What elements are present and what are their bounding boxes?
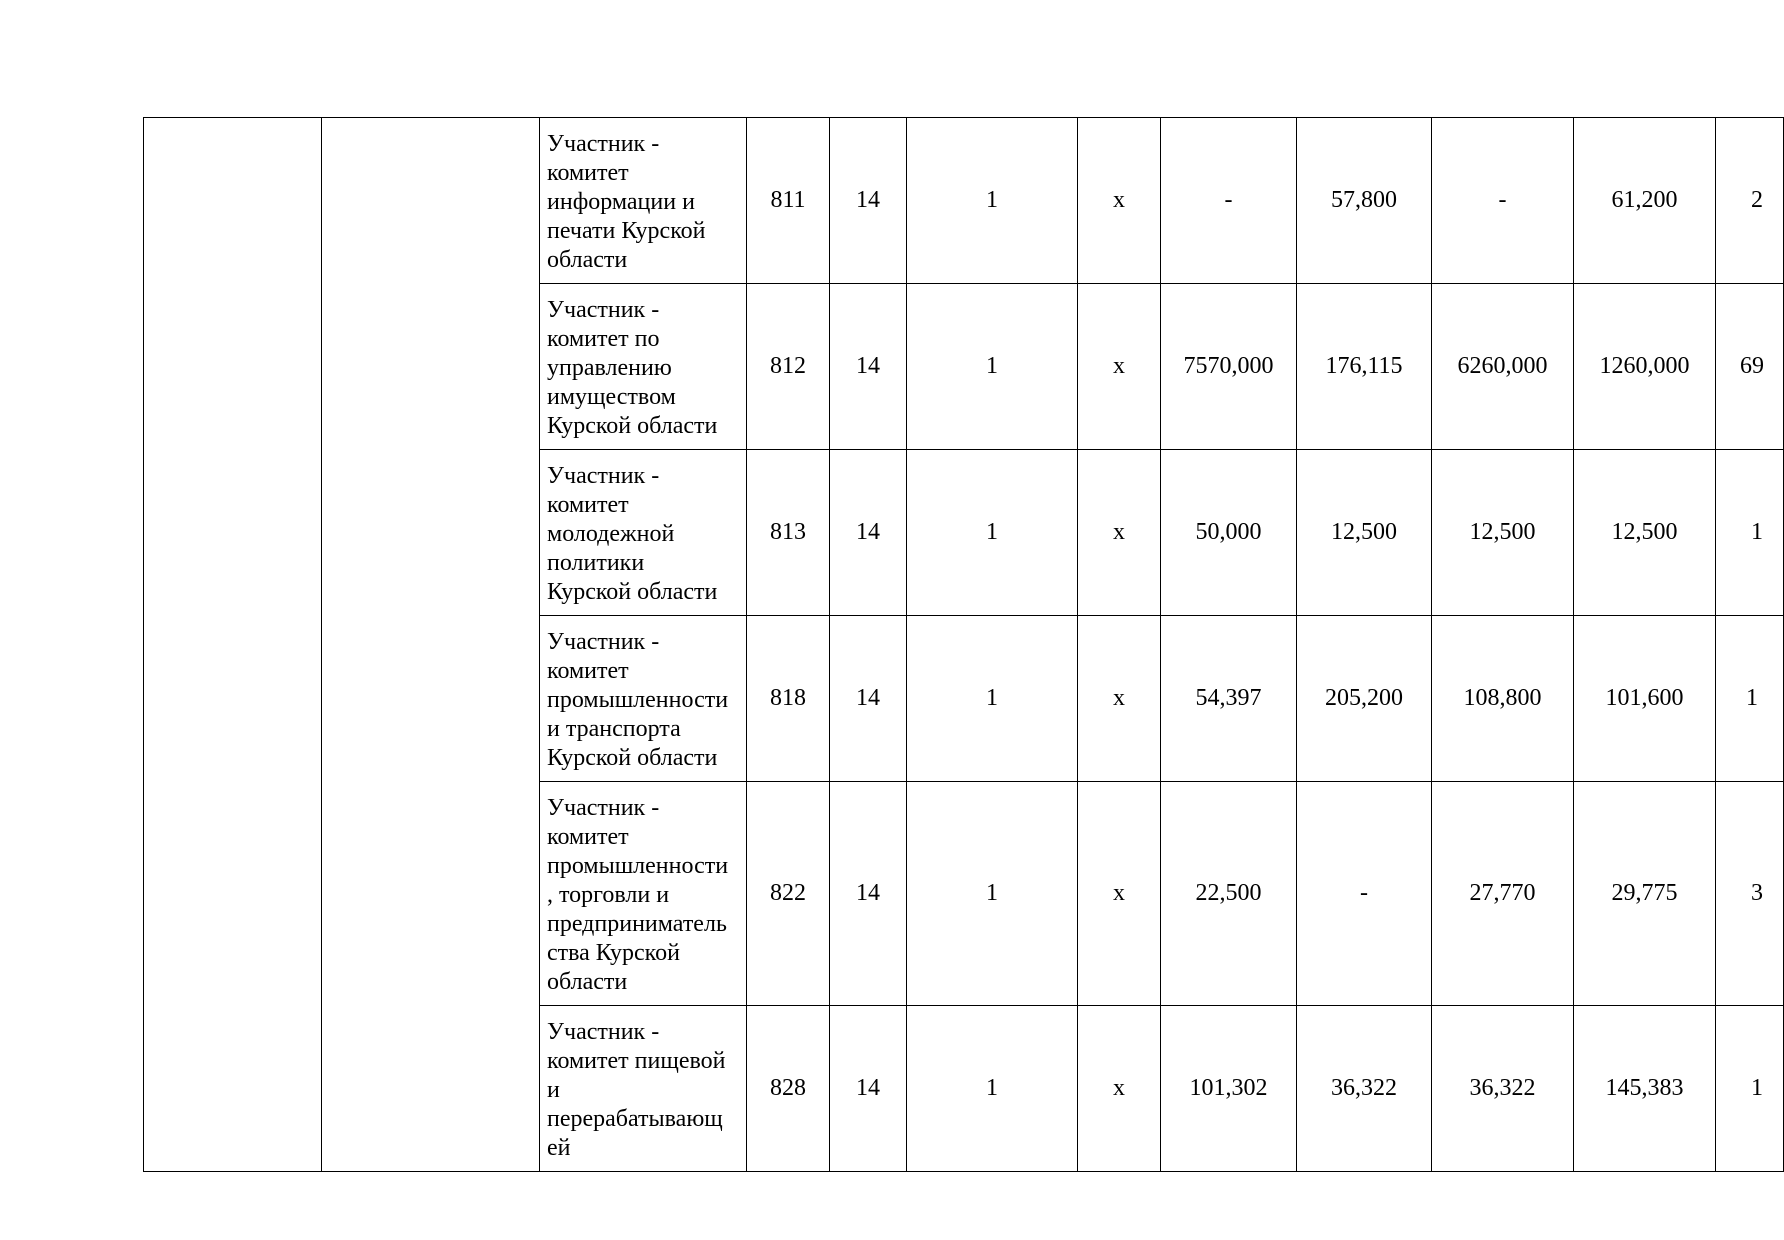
value-cell: 12,500 [1574,450,1716,616]
value-cell: 69 [1716,284,1784,450]
participant-name-cell [540,450,747,616]
grbs-code-cell: 828 [747,1006,830,1172]
rz-code-cell: 14 [830,616,907,782]
value-cell: - [1432,118,1574,284]
name-line: промышленности [547,853,729,879]
participant-name-cell [540,616,747,782]
value-cell: 1 [1716,1006,1784,1172]
name-line: ства Курской [547,940,680,966]
grbs-code-cell: 822 [747,782,830,1006]
budget-table [143,117,1784,1172]
value-cell: - [1297,782,1432,1006]
name-line: области [547,969,628,995]
value-cell: 3 [1716,782,1784,1006]
grbs-code-cell: 818 [747,616,830,782]
pr-code-cell: 1 [907,1006,1078,1172]
grbs-code-cell: 813 [747,450,830,616]
participant-name-cell [540,284,747,450]
pr-code-cell: 1 [907,284,1078,450]
value-cell: 6260,000 [1432,284,1574,450]
pr-code-cell: 1 [907,450,1078,616]
value-cell: 1 [1716,450,1784,616]
value-cell: 22,500 [1161,782,1297,1006]
name-line: Курской области [547,579,718,605]
value-cell: 1260,000 [1574,284,1716,450]
name-line: Участник - [547,1019,660,1045]
name-line: политики [547,550,645,576]
value-cell: 108,800 [1432,616,1574,782]
pr-code-cell: 1 [907,118,1078,284]
pr-code-cell: 1 [907,616,1078,782]
name-line: Участник - [547,297,660,323]
value-cell: 101,302 [1161,1006,1297,1172]
value-cell: 50,000 [1161,450,1297,616]
csr-code-cell: x [1078,284,1161,450]
value-cell: - [1161,118,1297,284]
value-cell: 54,397 [1161,616,1297,782]
grbs-code-cell: 812 [747,284,830,450]
name-line: области [547,247,628,273]
name-line: комитет [547,160,629,186]
name-line: Участник - [547,131,660,157]
csr-code-cell: x [1078,616,1161,782]
participant-name-cell [540,118,747,284]
name-line: Курской области [547,413,718,439]
value-cell: 205,200 [1297,616,1432,782]
name-line: и транспорта [547,716,681,742]
name-line: ей [547,1135,571,1161]
name-line: печати Курской [547,218,706,244]
name-line: Участник - [547,795,660,821]
csr-code-cell: x [1078,450,1161,616]
csr-code-cell: x [1078,118,1161,284]
rz-code-cell: 14 [830,284,907,450]
name-line: Участник - [547,629,660,655]
name-line: комитет пищевой [547,1048,726,1074]
value-cell: 36,322 [1297,1006,1432,1172]
participant-name-cell [540,1006,747,1172]
value-cell: 176,115 [1297,284,1432,450]
table-row [144,118,1784,284]
value-cell: 61,200 [1574,118,1716,284]
name-line: молодежной [547,521,675,547]
csr-code-cell: x [1078,1006,1161,1172]
rz-code-cell: 14 [830,1006,907,1172]
rz-code-cell: 14 [830,118,907,284]
value-cell: 12,500 [1432,450,1574,616]
value-cell: 145,383 [1574,1006,1716,1172]
value-cell: 27,770 [1432,782,1574,1006]
value-cell: 36,322 [1432,1006,1574,1172]
name-line: , торговли и [547,882,670,908]
rz-code-cell: 14 [830,782,907,1006]
name-line: комитет [547,492,629,518]
csr-code-cell: x [1078,782,1161,1006]
name-line: промышленности [547,687,729,713]
pr-code-cell: 1 [907,782,1078,1006]
participant-name-cell [540,782,747,1006]
name-line: Курской области [547,745,718,771]
program-status-cell [144,118,322,1172]
value-cell: 101,600 [1574,616,1716,782]
name-line: информации и [547,189,695,215]
grbs-code-cell: 811 [747,118,830,284]
name-line: перерабатывающ [547,1106,723,1132]
name-line: предприниматель [547,911,727,937]
name-line: Участник - [547,463,660,489]
rz-code-cell: 14 [830,450,907,616]
value-cell: 29,775 [1574,782,1716,1006]
name-line: комитет [547,658,629,684]
name-line: комитет [547,824,629,850]
name-line: управлению [547,355,672,381]
value-cell: 12,500 [1297,450,1432,616]
name-line: имуществом [547,384,676,410]
value-cell: 57,800 [1297,118,1432,284]
program-name-cell [322,118,540,1172]
name-line: и [547,1077,560,1103]
value-cell: 1 [1716,616,1784,782]
value-cell: 7570,000 [1161,284,1297,450]
name-line: комитет по [547,326,660,352]
value-cell: 2 [1716,118,1784,284]
